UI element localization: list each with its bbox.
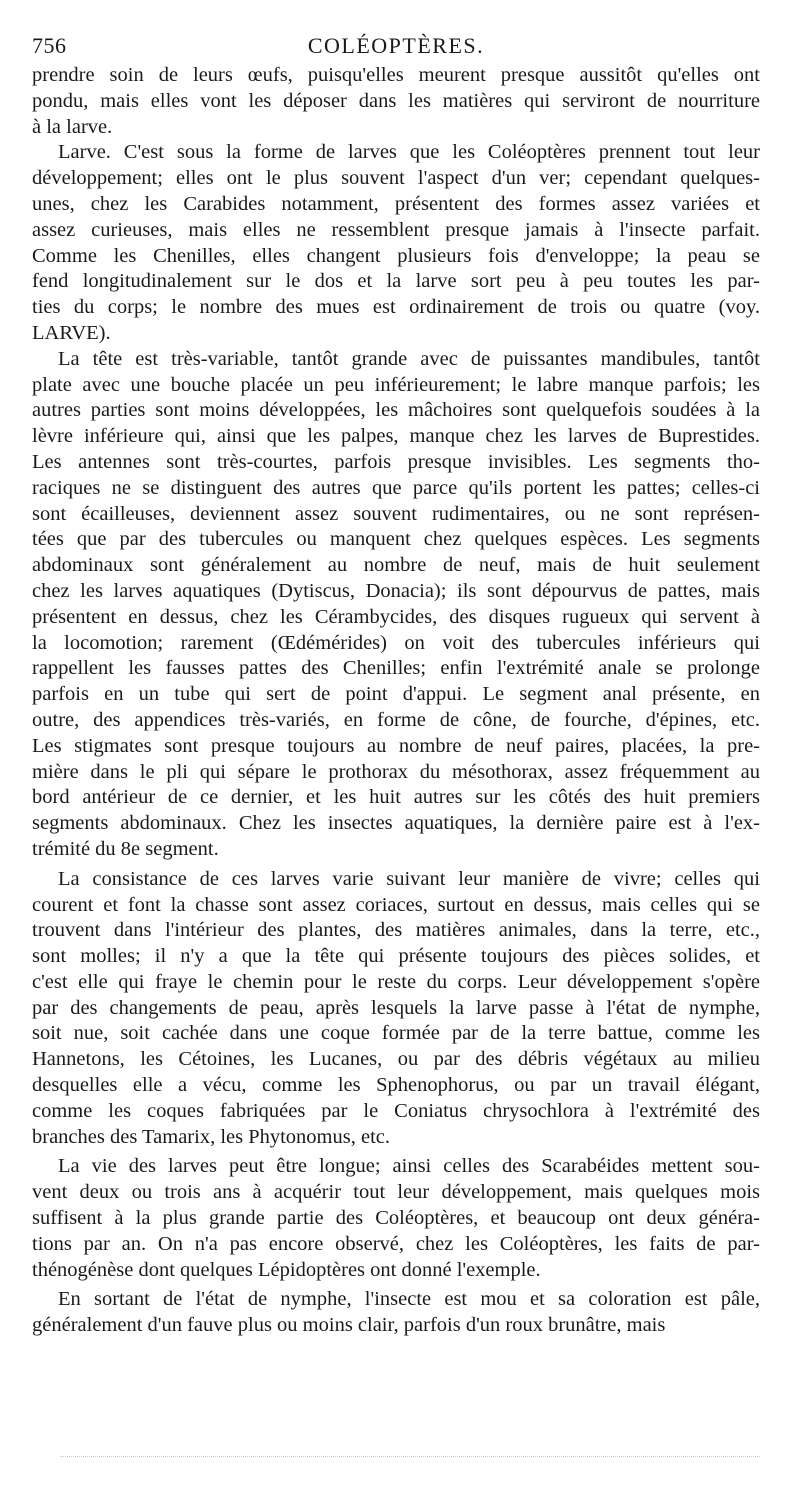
text-line: En sortant de l'état de nymphe, l'insecte est mou et sa coloration est pâle, [58, 1288, 760, 1311]
text-line: comme les coques fabriquées par le Coniatus chrysochlora à l'extrémité des [32, 1099, 760, 1122]
text-line: Hannetons, les Cétoines, les Lucanes, ou par des débris végétaux au milieu [32, 1048, 760, 1071]
text-line: rappellent les fausses pattes des Chenilles; enfin l'extrémité anale se prolonge [32, 657, 760, 680]
text-line: lèvre inférieure qui, ainsi que les palpes, manque chez les larves de Buprestides. [32, 425, 760, 448]
running-header [32, 30, 760, 62]
text-line: par des changements de peau, après lesquels la larve passe à l'état de nymphe, [32, 996, 760, 1019]
text-line: tées que par des tubercules ou manquent chez quelques espèces. Les segments [32, 528, 760, 551]
text-line: La consistance de ces larves varie suivant leur manière de vivre; celles qui [58, 867, 760, 890]
paragraph [32, 1154, 760, 1283]
running-title: COLÉOPTÈRES. [307, 33, 485, 58]
text-line: assez curieuses, mais elles ne ressemblent presque jamais à l'insecte parfait. [32, 218, 760, 241]
text-line: généralement d'un fauve plus ou moins clair, parfois d'un roux brunâtre, mais [32, 1314, 666, 1337]
paragraph [32, 140, 760, 346]
text-line: Les antennes sont très-courtes, parfois presque invisibles. Les segments tho- [32, 450, 760, 473]
text-line: desquelles elle a vécu, comme les Sphenophorus, ou par un travail élégant, [32, 1074, 760, 1097]
text-line: suffisent à la plus grande partie des Coléoptères, et beaucoup ont deux généra- [32, 1207, 760, 1230]
text-line: pondu, mais elles vont les déposer dans les matières qui serviront de nourriture [32, 89, 760, 112]
text-line: ties du corps; le nombre des mues est ordinairement de trois ou quatre (voy. [32, 296, 760, 319]
text-line: LARVE). [32, 321, 111, 344]
text-line: chez les larves aquatiques (Dytiscus, Donacia); ils sont dépourvus de pattes, mais [32, 579, 760, 602]
text-line: mière dans le pli qui sépare le prothorax du mésothorax, assez fréquemment au [32, 760, 760, 783]
text-line: trémité du 8e segment. [32, 837, 219, 860]
paragraph [32, 1287, 760, 1339]
text-line: vent deux ou trois ans à acquérir tout leur développement, mais quelques mois [32, 1181, 760, 1204]
text-line: abdominaux sont généralement au nombre de neuf, mais de huit seulement [32, 554, 760, 577]
text-line: parfois en un tube qui sert de point d'appui. Le segment anal présente, en [32, 683, 760, 706]
text-line: unes, chez les Carabides notamment, présentent des formes assez variées et [32, 192, 760, 215]
text-line: Comme les Chenilles, elles changent plusieurs fois d'enveloppe; la peau se [32, 244, 760, 267]
text-line: trouvent dans l'intérieur des plantes, des matières animales, dans la terre, etc., [32, 919, 760, 942]
paragraph [32, 867, 760, 1151]
paragraph [32, 347, 760, 863]
footer-rule [60, 1456, 760, 1457]
text-line: plate avec une bouche placée un peu inférieurement; le labre manque parfois; les [32, 373, 760, 396]
text-line: branches des Tamarix, les Phytonomus, etc. [32, 1125, 390, 1148]
text-line: raciques ne se distinguent des autres que parce qu'ils portent les pattes; celles-ci [32, 476, 760, 499]
text-line: bord antérieur de ce dernier, et les huit autres sur les côtés des huit premiers [32, 786, 760, 809]
text-line: tions par an. On n'a pas encore observé, chez les Coléoptères, les faits de par- [32, 1232, 760, 1255]
text-line: outre, des appendices très-variés, en forme de cône, de fourche, d'épines, etc. [32, 708, 760, 731]
paragraph [32, 63, 760, 140]
text-line: c'est elle qui fraye le chemin pour le reste du corps. Leur développement s'opère [32, 970, 760, 993]
page-number: 756 [32, 33, 67, 58]
text-line: segments abdominaux. Chez les insectes aquatiques, la dernière paire est à l'ex- [32, 812, 760, 835]
text-line: La vie des larves peut être longue; ainsi celles des Scarabéides mettent sou- [58, 1155, 760, 1178]
text-line: La tête est très-variable, tantôt grande avec de puissantes mandibules, tantôt [58, 347, 760, 370]
text-line: sont molles; il n'y a que la tête qui présente toujours des pièces solides, et [32, 945, 760, 968]
text-line: soit nue, soit cachée dans une coque formée par de la terre battue, comme les [32, 1022, 760, 1045]
text-line: autres parties sont moins développées, les mâchoires sont quelquefois soudées à la [32, 399, 760, 422]
text-line: la locomotion; rarement (Œdémérides) on voit des tubercules inférieurs qui [32, 631, 760, 654]
text-line: fend longitudinalement sur le dos et la larve sort peu à peu toutes les par- [32, 270, 760, 293]
text-line: sont écailleuses, deviennent assez souvent rudimentaires, ou ne sont représen- [32, 502, 760, 525]
body-text [32, 63, 760, 1339]
text-line: prendre soin de leurs œufs, puisqu'elles meurent presque aussitôt qu'elles ont [32, 64, 760, 86]
text-line: thénogénèse dont quelques Lépidoptères ont donné l'exemple. [32, 1258, 541, 1281]
text-line: développement; elles ont le plus souvent l'aspect d'un ver; cependant quelques- [32, 167, 760, 190]
text-line: présentent en dessus, chez les Cérambycides, des disques rugueux qui servent à [32, 605, 760, 628]
text-line: Les stigmates sont presque toujours au nombre de neuf paires, placées, la pre- [32, 734, 760, 757]
text-line: Larve. C'est sous la forme de larves que les Coléoptères prennent tout leur [58, 141, 760, 164]
text-line: à la larve. [32, 115, 113, 138]
text-line: courent et font la chasse sont assez coriaces, surtout en dessus, mais celles qui se [32, 893, 760, 916]
